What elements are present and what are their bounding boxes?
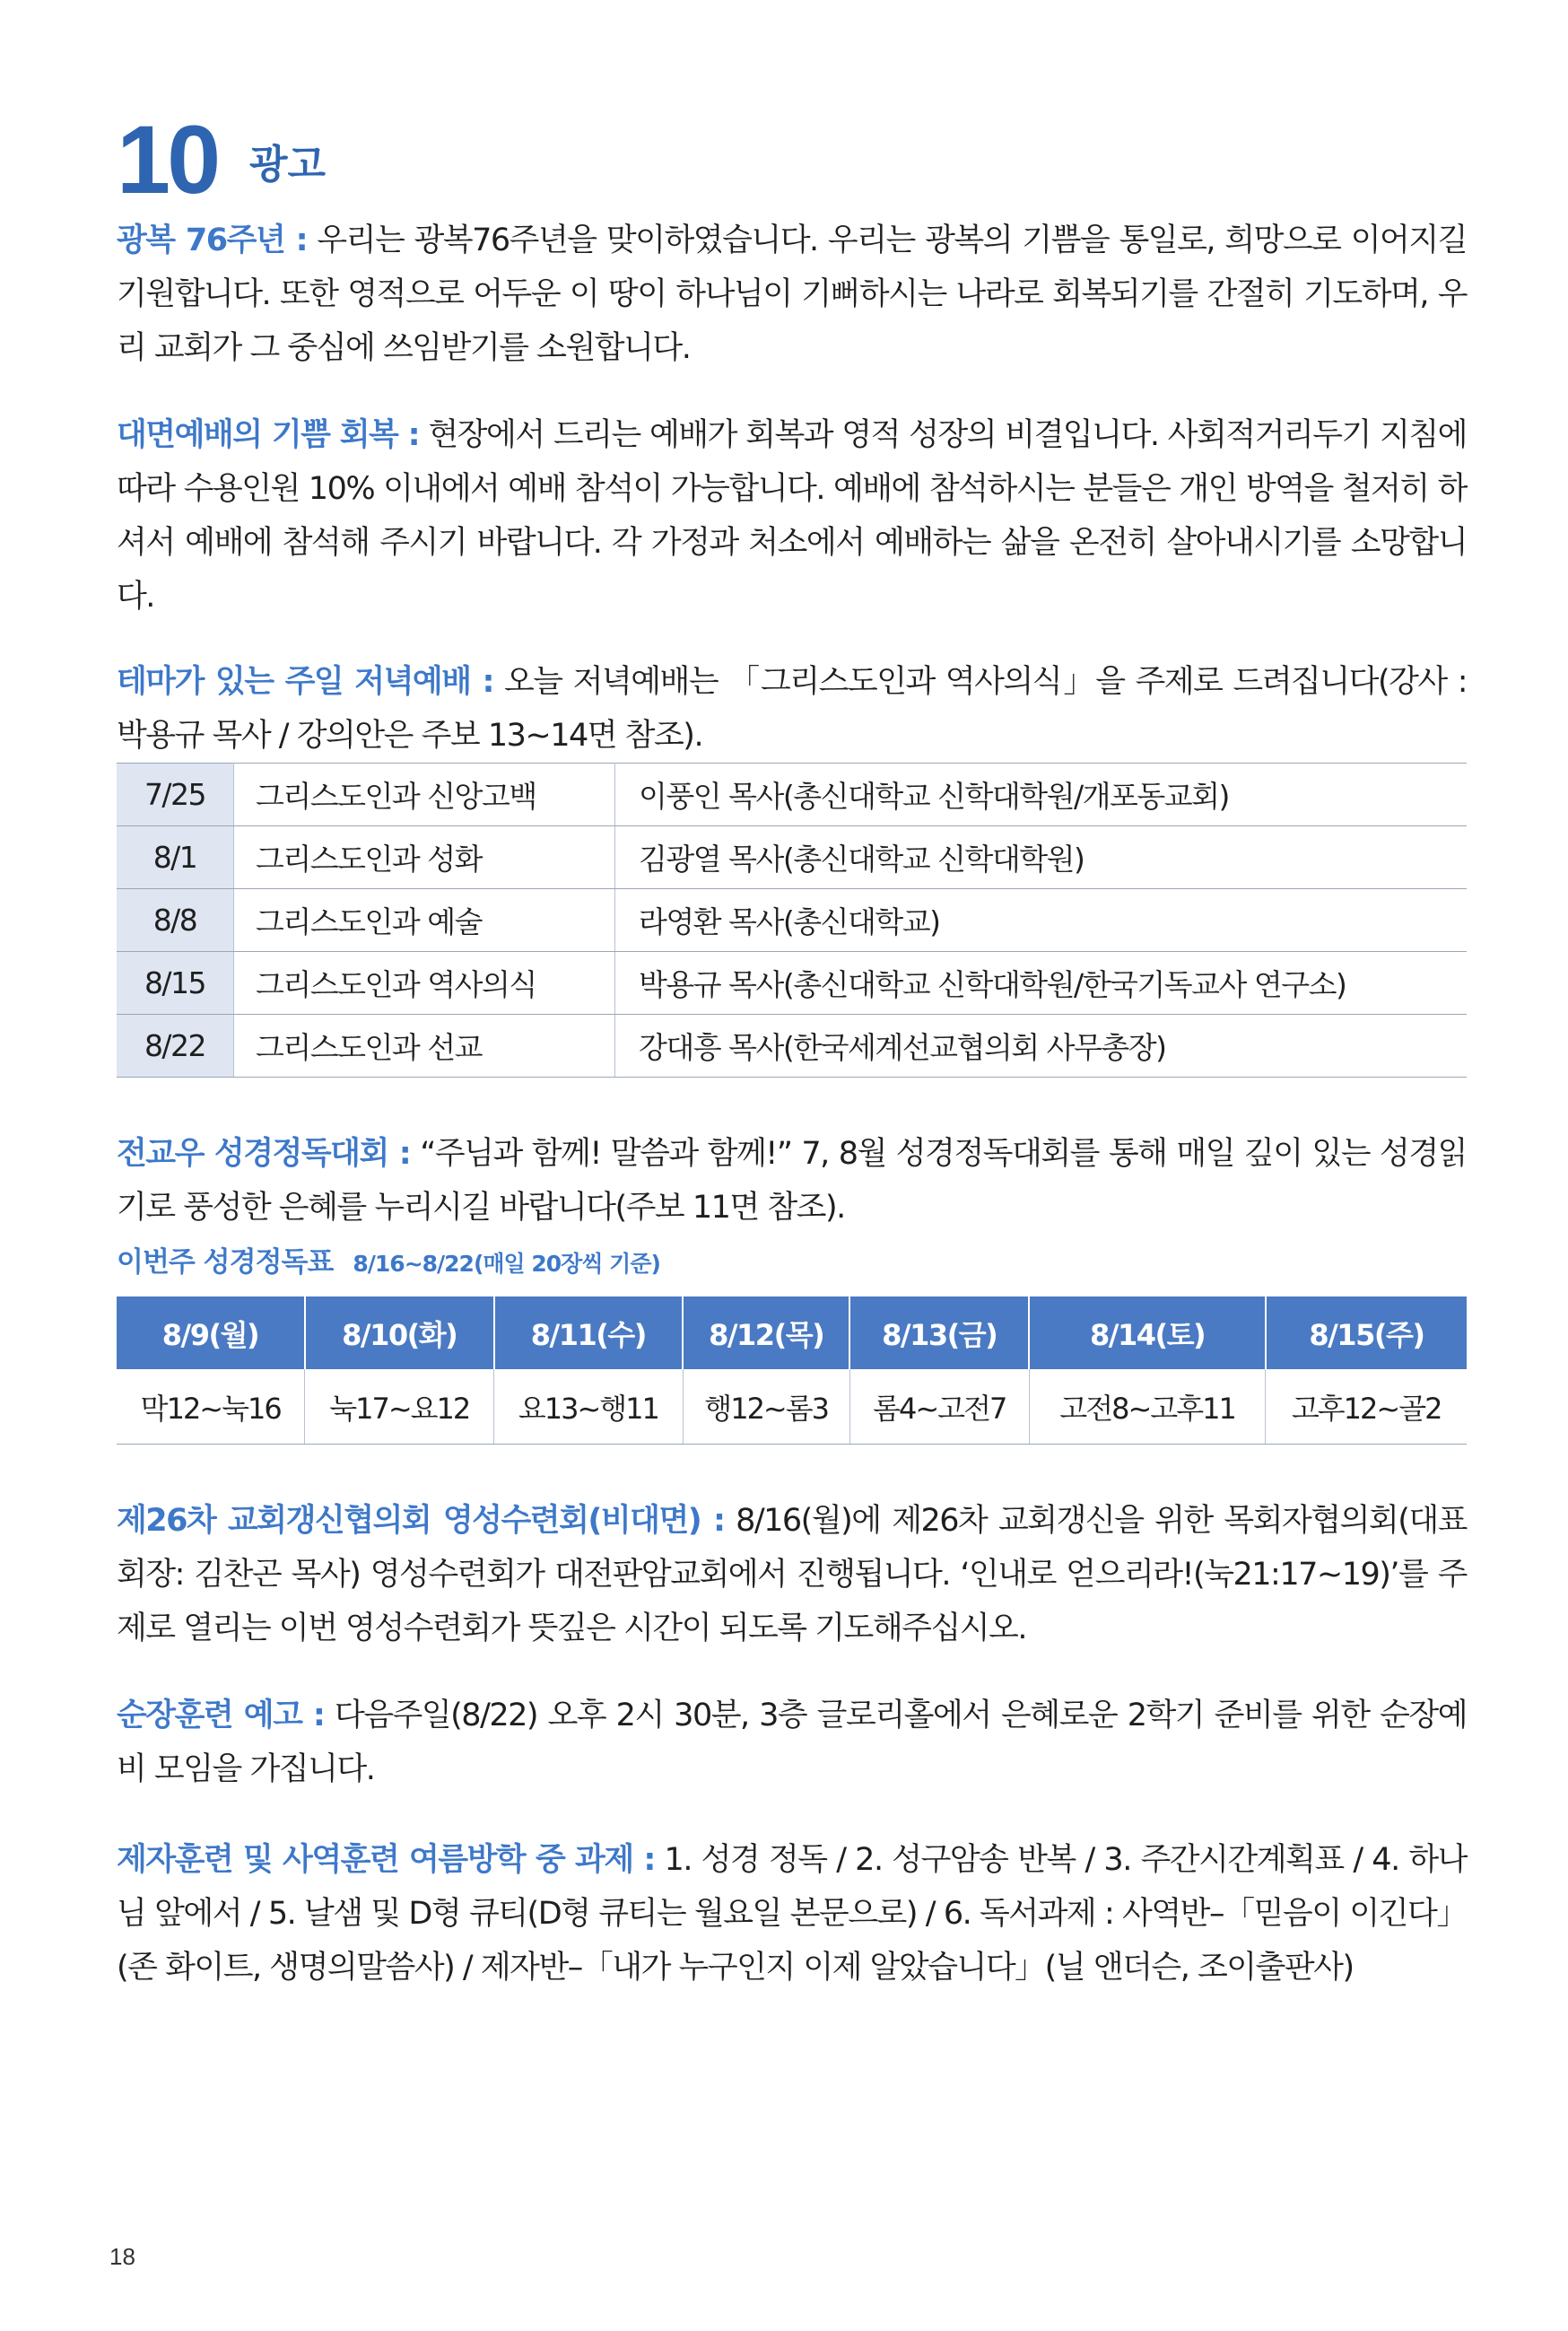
notice-lead: 제자훈련 및 사역훈련 여름방학 중 과제 : (117, 1842, 655, 1878)
notice-lead: 광복 76주년 : (117, 223, 308, 258)
schedule-topic: 그리스도인과 선교 (234, 1015, 615, 1078)
lecture-schedule-table (117, 763, 1467, 1078)
reading-range: 고후12~골2 (1266, 1369, 1467, 1445)
notice-body: 1. 성경 정독 / 2. 성구암송 반복 / 3. 주간시간계획표 / 4. 하나님 앞에서 / 5. 날샘 및 D형 큐티(D형 큐티는 월요일 본문으로) / 6. 독서과제 : 사역반–「믿음이 이긴다」(존 화이트, 생명의말씀사) / 제자반–「내가 누구인지 이제 알았습니다」(닐 앤더슨, 조이출판사) (117, 1842, 1467, 1986)
notice-bible-reading-contest (117, 1127, 1467, 1235)
notice-liberation-day (117, 214, 1467, 375)
notice-church-renewal-retreat (117, 1494, 1467, 1655)
table-row (117, 952, 1467, 1015)
schedule-speaker: 박용규 목사(총신대학교 신학대학원/한국기독교사 연구소) (615, 952, 1468, 1015)
notice-lead: 테마가 있는 주일 저녁예배 : (117, 664, 494, 700)
schedule-speaker: 김광열 목사(총신대학교 신학대학원) (615, 826, 1468, 889)
table-row (117, 1015, 1467, 1078)
table-row (117, 889, 1467, 952)
reading-day: 8/15(주) (1266, 1296, 1467, 1369)
reading-range: 눅17~요12 (305, 1369, 494, 1445)
reading-day: 8/14(토) (1029, 1296, 1266, 1369)
reading-range: 고전8~고후11 (1029, 1369, 1266, 1445)
reading-range-row (117, 1369, 1467, 1445)
notice-lead: 순장훈련 예고 : (117, 1698, 325, 1733)
notice-body: 다음주일(8/22) 오후 2시 30분, 3층 글로리홀에서 은혜로운 2학기 준비를 위한 순장예비 모임을 가집니다. (117, 1698, 1468, 1787)
schedule-topic: 그리스도인과 성화 (234, 826, 615, 889)
schedule-date: 8/15 (117, 952, 234, 1015)
reading-range: 막12~눅16 (117, 1369, 305, 1445)
table-row (117, 826, 1467, 889)
schedule-topic: 그리스도인과 역사의식 (234, 952, 615, 1015)
schedule-speaker: 라영환 목사(총신대학교) (615, 889, 1468, 952)
schedule-date: 8/1 (117, 826, 234, 889)
notice-in-person-worship (117, 408, 1467, 624)
schedule-date: 8/8 (117, 889, 234, 952)
notice-lead: 제26차 교회갱신협의회 영성수련회(비대면) : (117, 1503, 725, 1539)
notice-leader-training (117, 1689, 1467, 1796)
schedule-speaker: 강대흥 목사(한국세계선교협의회 사무총장) (615, 1015, 1468, 1078)
notice-body: 우리는 광복76주년을 맞이하였습니다. 우리는 광복의 기쁨을 통일로, 희망으로 이어지길 기원합니다. 또한 영적으로 어두운 이 땅이 하나님이 기뻐하시는 나라로 회복되기를 간절히 기도하며, 우리 교회가 그 중심에 쓰임받기를 소원합니다. (117, 223, 1467, 366)
schedule-topic: 그리스도인과 예술 (234, 889, 615, 952)
notice-lead: 전교우 성경정독대회 : (117, 1136, 411, 1172)
schedule-speaker: 이풍인 목사(총신대학교 신학대학원/개포동교회) (615, 764, 1468, 826)
notice-body: 오늘 저녁예배는 「그리스도인과 역사의식」을 주제로 드려집니다(강사 : 박용규 목사 / 강의안은 주보 13~14면 참조). (117, 664, 1467, 754)
notice-body: 현장에서 드리는 예배가 회복과 영적 성장의 비결입니다. 사회적거리두기 지침에 따라 수용인원 10% 이내에서 예배 참석이 가능합니다. 예배에 참석하시는 분들은 개인 방역을 철저히 하셔서 예배에 참석해 주시기 바랍니다. 각 가정과 처소에서 예배하는 삶을 온전히 살아내시기를 소망합니다. (117, 417, 1467, 615)
reading-range: 롬4~고전7 (849, 1369, 1029, 1445)
reading-day: 8/10(화) (305, 1296, 494, 1369)
schedule-date: 8/22 (117, 1015, 234, 1078)
reading-day: 8/13(금) (849, 1296, 1029, 1369)
page-number: 18 (109, 2243, 135, 2270)
notice-summer-assignments (117, 1833, 1467, 1995)
reading-plan-note: 8/16~8/22(매일 20장씩 기준) (353, 1251, 660, 1277)
notice-lead: 대면예배의 기쁨 회복 : (117, 417, 420, 453)
reading-header-row (117, 1296, 1467, 1369)
notice-body: “주님과 함께! 말씀과 함께!” 7, 8월 성경정독대회를 통해 매일 깊이 있는 성경읽기로 풍성한 은혜를 누리시길 바랍니다(주보 11면 참조). (117, 1136, 1467, 1226)
table-row (117, 764, 1467, 826)
reading-day: 8/9(월) (117, 1296, 305, 1369)
notice-evening-worship (117, 655, 1467, 763)
reading-plan-title: 이번주 성경정독표 (117, 1246, 334, 1279)
schedule-topic: 그리스도인과 신앙고백 (234, 764, 615, 826)
reading-day: 8/11(수) (494, 1296, 684, 1369)
reading-plan-heading (117, 1240, 660, 1287)
section-header (117, 106, 834, 214)
section-number: 10 (117, 105, 218, 214)
reading-day: 8/12(목) (683, 1296, 849, 1369)
schedule-date: 7/25 (117, 764, 234, 826)
notice-body: 8/16(월)에 제26차 교회갱신을 위한 목회자협의회(대표회장: 김찬곤 목사) 영성수련회가 대전판암교회에서 진행됩니다. ‘인내로 얻으리라!(눅21:17~19)’를 주제로 열리는 이번 영성수련회가 뜻깊은 시간이 되도록 기도해주십시오. (117, 1503, 1467, 1646)
reading-range: 요13~행11 (494, 1369, 684, 1445)
reading-range: 행12~롬3 (683, 1369, 849, 1445)
reading-plan-table (117, 1296, 1467, 1445)
section-title: 광고 (249, 142, 327, 188)
